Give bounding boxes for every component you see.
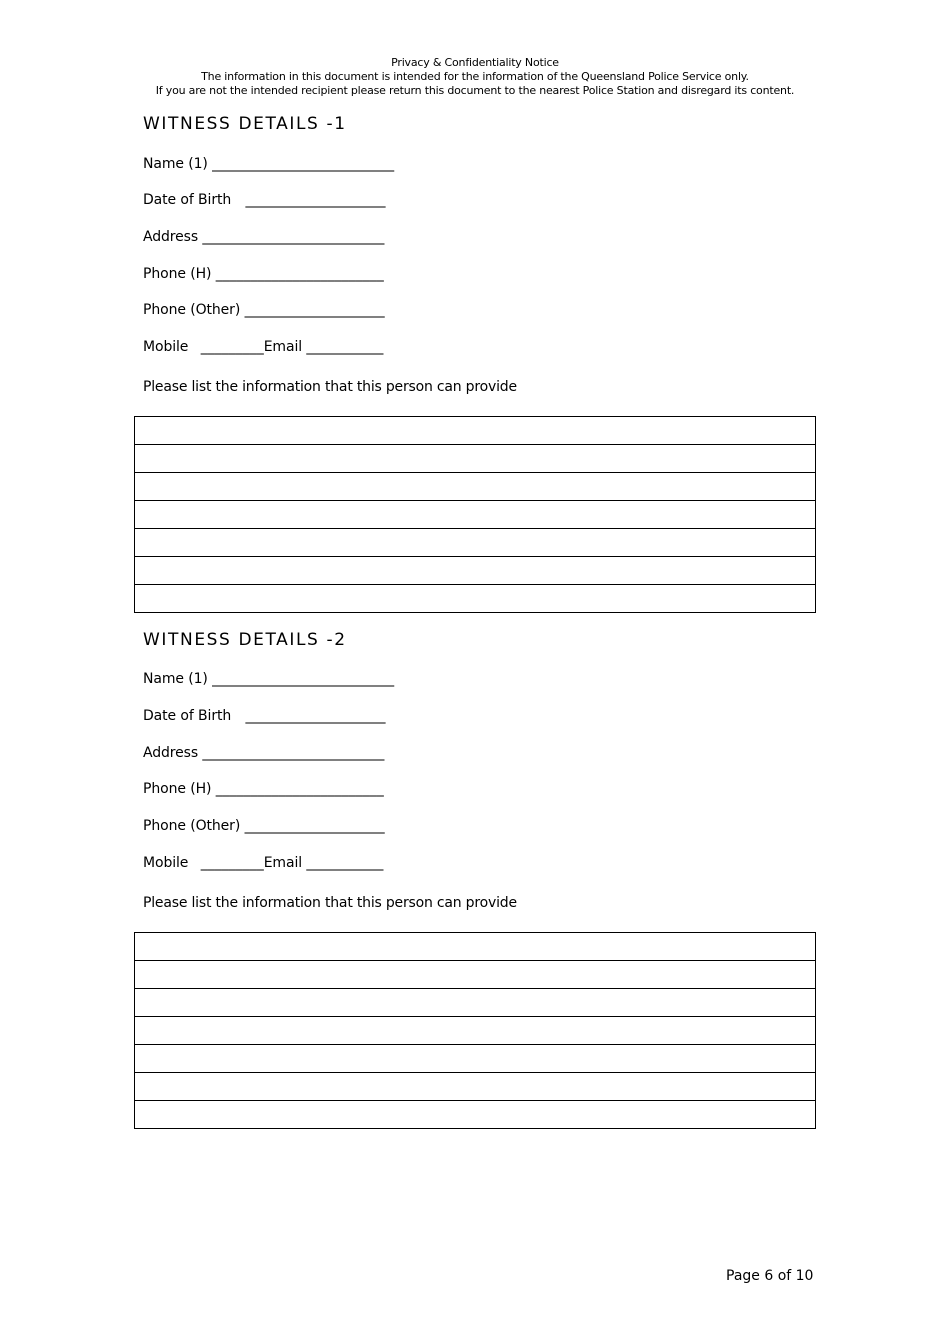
mobile-blank[interactable]: _________ xyxy=(200,339,264,355)
witness-2-dob-field[interactable] xyxy=(143,708,386,724)
phone-other-label: Phone (Other) xyxy=(143,302,241,318)
witness-2-info-table[interactable] xyxy=(134,932,816,1129)
info-row[interactable] xyxy=(135,989,816,1017)
witness-2-phone-h-field[interactable] xyxy=(143,781,384,797)
address-label: Address xyxy=(143,745,199,761)
witness-1-dob-field[interactable] xyxy=(143,192,386,208)
info-row[interactable] xyxy=(135,557,816,585)
address-blank[interactable]: __________________________ xyxy=(202,229,385,245)
phone-other-blank[interactable]: ____________________ xyxy=(244,302,385,318)
info-row[interactable] xyxy=(135,473,816,501)
witness-1-info-prompt: Please list the information that this person can provide xyxy=(143,379,517,395)
info-row[interactable] xyxy=(135,1017,816,1045)
witness-2-phone-other-field[interactable] xyxy=(143,818,385,834)
notice-title: Privacy & Confidentiality Notice xyxy=(391,56,559,69)
mobile-label: Mobile xyxy=(143,855,189,871)
witness-1-address-field[interactable] xyxy=(143,229,384,245)
phone-h-blank[interactable]: ________________________ xyxy=(215,266,384,282)
address-blank[interactable]: __________________________ xyxy=(202,745,385,761)
info-row[interactable] xyxy=(135,501,816,529)
phone-h-label: Phone (H) xyxy=(143,781,212,797)
email-blank[interactable]: ___________ xyxy=(306,339,384,355)
page-number: Page 6 of 10 xyxy=(726,1268,814,1284)
witness-2-mobile-email-field[interactable] xyxy=(143,855,383,871)
witness-1-title: WITNESS DETAILS -1 xyxy=(143,114,347,134)
info-row[interactable] xyxy=(135,933,816,961)
witness-2-title: WITNESS DETAILS -2 xyxy=(143,630,347,650)
witness-1-phone-other-field[interactable] xyxy=(143,302,385,318)
email-label: Email xyxy=(263,855,303,871)
witness-2-address-field[interactable] xyxy=(143,745,384,761)
witness-1-name-field[interactable] xyxy=(143,156,394,172)
name-blank[interactable]: __________________________ xyxy=(212,156,395,172)
phone-other-blank[interactable]: ____________________ xyxy=(244,818,385,834)
witness-2-info-prompt: Please list the information that this person can provide xyxy=(143,895,517,911)
notice-line-1: The information in this document is intended for the information of the Queensland Police Service only. xyxy=(201,70,749,83)
phone-h-label: Phone (H) xyxy=(143,266,212,282)
dob-blank[interactable]: ____________________ xyxy=(245,708,386,724)
phone-other-label: Phone (Other) xyxy=(143,818,241,834)
info-row[interactable] xyxy=(135,445,816,473)
witness-2-name-field[interactable] xyxy=(143,671,394,687)
email-blank[interactable]: ___________ xyxy=(306,855,384,871)
info-row[interactable] xyxy=(135,1045,816,1073)
mobile-label: Mobile xyxy=(143,339,189,355)
address-label: Address xyxy=(143,229,199,245)
privacy-notice xyxy=(0,56,950,98)
witness-1-mobile-email-field[interactable] xyxy=(143,339,383,355)
name-label: Name (1) xyxy=(143,156,208,172)
info-row[interactable] xyxy=(135,1073,816,1101)
phone-h-blank[interactable]: ________________________ xyxy=(215,781,384,797)
dob-label: Date of Birth xyxy=(143,708,232,724)
name-label: Name (1) xyxy=(143,671,208,687)
info-row[interactable] xyxy=(135,585,816,613)
witness-1-phone-h-field[interactable] xyxy=(143,266,384,282)
info-row[interactable] xyxy=(135,417,816,445)
name-blank[interactable]: __________________________ xyxy=(212,671,395,687)
notice-line-2: If you are not the intended recipient please return this document to the nearest Police Station and disregard its content. xyxy=(155,84,795,97)
email-label: Email xyxy=(263,339,303,355)
mobile-blank[interactable]: _________ xyxy=(200,855,264,871)
witness-1-info-table[interactable] xyxy=(134,416,816,613)
dob-blank[interactable]: ____________________ xyxy=(245,192,386,208)
info-row[interactable] xyxy=(135,529,816,557)
info-row[interactable] xyxy=(135,961,816,989)
info-row[interactable] xyxy=(135,1101,816,1129)
dob-label: Date of Birth xyxy=(143,192,232,208)
